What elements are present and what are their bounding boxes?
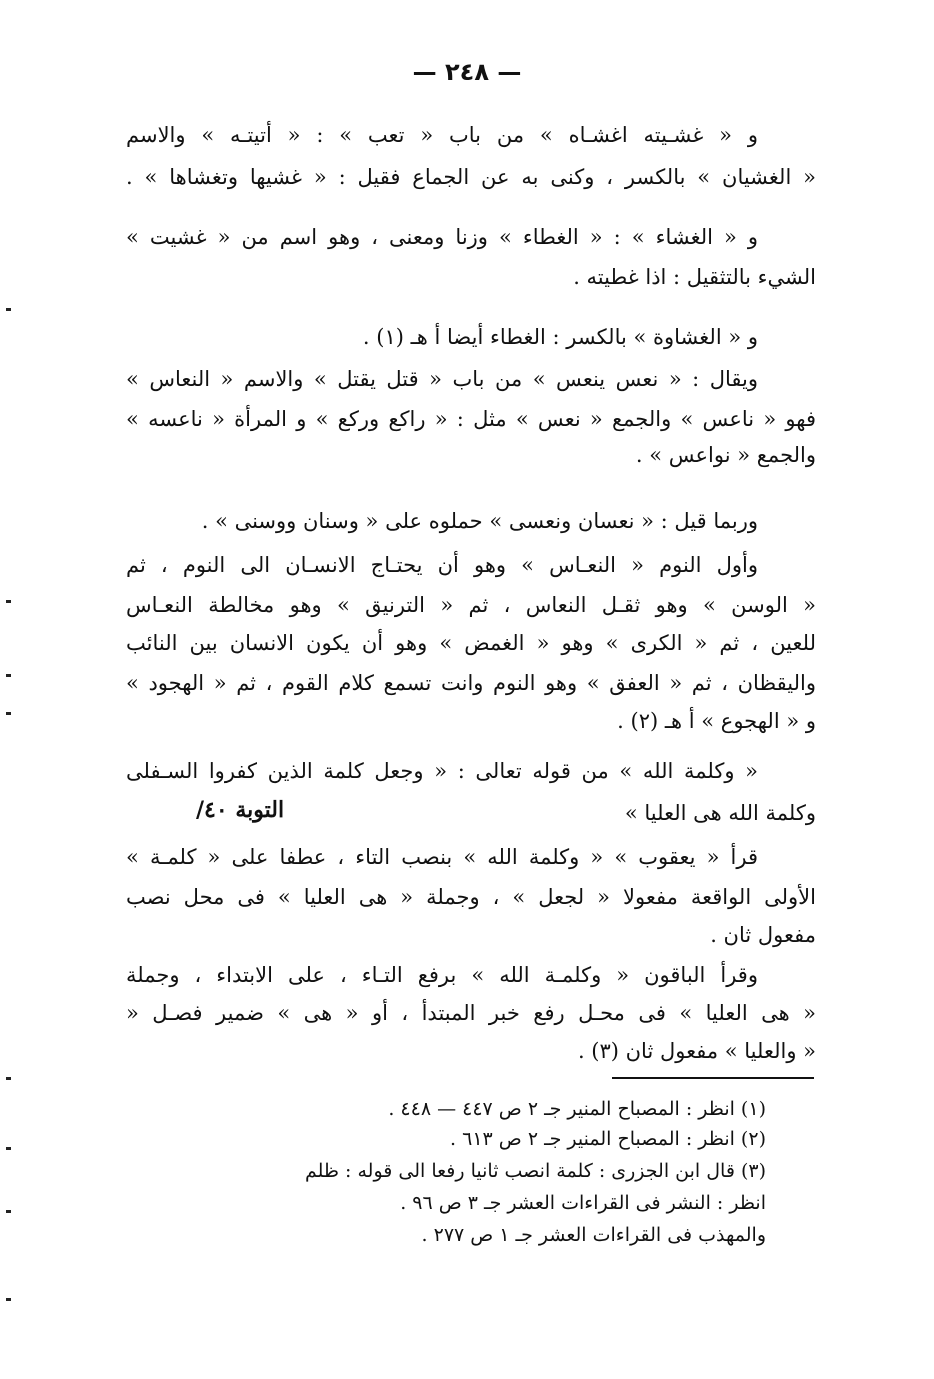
scan-mark (6, 712, 11, 715)
text-line: و « غشـيته اغشـاه » من باب « تعب » : « أتيتـه » والاسم (126, 123, 758, 147)
scan-mark (6, 1210, 11, 1213)
footnote: انظر : النشر فى القراءات العشر جـ ٣ ص ٩٦ . (400, 1192, 766, 1214)
text-line: للعين ، ثم « الكرى » وهو « الغمض » وهو أن يكون الانسان بين النائب (126, 631, 816, 655)
text-line: « والعليا » مفعول ثان (٣) . (577, 1039, 816, 1063)
scan-mark (6, 1077, 11, 1080)
scan-mark (6, 1298, 11, 1301)
text-line: مفعول ثان . (710, 923, 816, 947)
text-line: والجمع « نواعس » . (635, 443, 816, 467)
scan-mark (6, 600, 11, 603)
text-line: وأول النوم « النعـاس » وهو أن يحتـاج الانسـان الى النوم ، ثم (126, 553, 758, 577)
text-line: وكلمة الله هى العليا » (624, 801, 816, 825)
text-line: « وكلمة الله » من قوله تعالى : « وجعل كلمة الذين كفروا السـفلى (126, 759, 758, 783)
footnote: (٢) انظر : المصباح المنير جـ ٢ ص ٦١٣ . (450, 1128, 766, 1150)
text-line: « الغشيان » بالكسر ، وكنى به عن الجماع فقيل : « غشيها وتغشاها » . (126, 165, 816, 189)
text-line: واليقظان ، ثم « العفق » وهو النوم وانت تسمع كلام القوم ، ثم « الهجود » (126, 671, 816, 695)
page-number: — ٢٤٨ — (412, 58, 522, 86)
footnote: (١) انظر : المصباح المنير جـ ٢ ص ٤٤٧ — ٤٤٨ . (388, 1098, 766, 1120)
text-line: ويقال : « نعس ينعس » من باب « قتل يقتل » والاسم « النعاس » (126, 367, 758, 391)
text-line: و « الغشاوة » بالكسر : الغطاء أيضا أ هـ (١) . (362, 325, 758, 349)
text-line: قرأ « يعقوب » « وكلمة الله » بنصب التاء ، عطفا على « كلمـة » (126, 845, 758, 869)
text-line: الشيء بالتثقيل : اذا غطيته . (573, 265, 816, 289)
footnote-divider (612, 1077, 814, 1079)
scan-mark (6, 674, 11, 677)
text-line: فهو « ناعس » والجمع « نعس » مثل : « راكع وركع » و المرأة « ناعسه » (126, 407, 816, 431)
text-line: وقرأ الباقون « وكلمـة الله » برفع التـاء ، على الابتداء ، وجملة (126, 963, 758, 987)
footnote: (٣) قال ابن الجزرى : كلمة انصب ثانيا رفعا الى قوله : ظلم (304, 1160, 766, 1182)
text-line: و « الغشاء » : « الغطاء » وزنا ومعنى ، وهو اسم من « غشيت » (126, 225, 758, 249)
footnote: والمهذب فى القراءات العشر جـ ١ ص ٢٧٧ . (421, 1224, 766, 1246)
text-line: و « الهجوع » أ هـ (٢) . (617, 709, 816, 733)
text-line: « الوسن » وهو ثقـل النعاس ، ثم « الترنيق » وهو مخالطة النعـاس (126, 593, 816, 617)
scan-mark (6, 1147, 11, 1150)
text-line: وربما قيل : « نعسان ونعسى » حملوه على « وسنان ووسنى » . (201, 509, 758, 533)
quran-source-reference: التوبة ٤٠/ (196, 797, 285, 823)
text-line: « هى العليا » فى محـل رفع خبر المبتدأ ، أو « هى » ضمير فصـل « (126, 1001, 816, 1025)
text-line: الأولى الواقعة مفعولا « لجعل » ، وجملة « هى العليا » فى محل نصب (126, 885, 816, 909)
scan-mark (6, 308, 11, 311)
